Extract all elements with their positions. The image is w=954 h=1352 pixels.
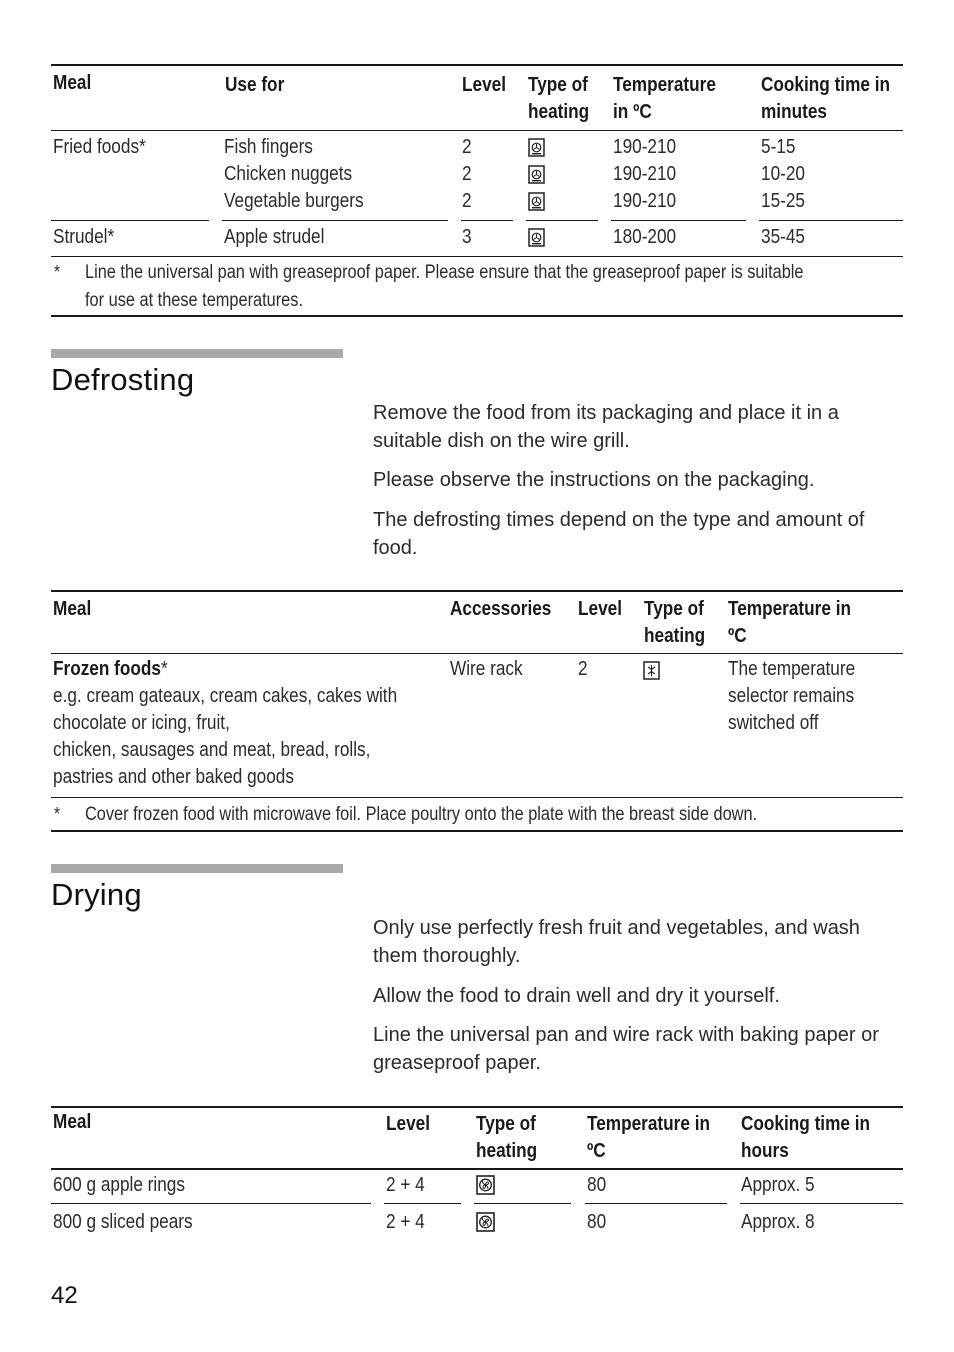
cell-use-for: Vegetable burgers bbox=[224, 190, 364, 212]
col-header-type-of-heating: Type of heating bbox=[528, 74, 590, 123]
row-rule bbox=[51, 220, 209, 221]
row-rule bbox=[51, 1203, 371, 1204]
cell-use-for: Apple strudel bbox=[224, 226, 325, 248]
cell-cooking-time: Approx. 8 bbox=[741, 1211, 815, 1233]
cell-cooking-time: 5-15 bbox=[761, 136, 796, 158]
cell-cooking-time: 35-45 bbox=[761, 226, 805, 248]
defrost-icon bbox=[643, 661, 660, 680]
row-rule bbox=[611, 220, 746, 221]
row-rule bbox=[526, 220, 598, 221]
col-header-level: Level bbox=[578, 598, 622, 620]
row-rule bbox=[51, 256, 903, 257]
col-header-use-for: Use for bbox=[225, 74, 285, 96]
drying-paragraph: Only use perfectly fresh fruit and vegetables, and wash them thoroughly. bbox=[373, 917, 860, 967]
cell-cooking-time: 15-25 bbox=[761, 190, 805, 212]
section-bar bbox=[51, 349, 343, 358]
cell-temperature: 190-210 bbox=[613, 136, 677, 158]
circulating-air-icon bbox=[528, 228, 545, 247]
col-header-temperature: Temperature in ºC bbox=[613, 74, 716, 123]
table-bottom-rule bbox=[51, 830, 903, 832]
page-number: 42 bbox=[51, 1282, 78, 1309]
cell-level: 3 bbox=[462, 226, 472, 248]
footnote-mark: * bbox=[54, 804, 61, 824]
hot-air-icon bbox=[476, 1212, 495, 1232]
header-rule bbox=[51, 1168, 903, 1170]
drying-paragraph: Line the universal pan and wire rack with baking paper or greaseproof paper. bbox=[373, 1024, 879, 1074]
cell-meal: 800 g sliced pears bbox=[53, 1211, 193, 1233]
section-bar bbox=[51, 864, 343, 873]
section-title-defrosting: Defrosting bbox=[51, 362, 195, 397]
row-rule bbox=[759, 220, 903, 221]
row-rule bbox=[384, 1203, 461, 1204]
col-header-meal: Meal bbox=[53, 72, 92, 94]
footnote-text: Cover frozen food with microwave foil. Place poultry onto the plate with the breast side down. bbox=[85, 804, 758, 825]
cell-meal-frozen-foods: Frozen foods* e.g. cream gateaux, cream cakes, cakes with chocolate or icing, fruit, chicken, sausages and meat, bread, rolls, pastries and other baked goods bbox=[53, 658, 398, 788]
cell-temperature: 80 bbox=[587, 1174, 607, 1196]
col-header-type-of-heating: Type of heating bbox=[644, 598, 706, 647]
row-rule bbox=[51, 797, 903, 798]
row-rule bbox=[474, 1203, 571, 1204]
table-top-rule bbox=[51, 64, 903, 66]
col-header-temperature: Temperature in ºC bbox=[728, 598, 851, 647]
cell-level: 2 + 4 bbox=[386, 1211, 425, 1233]
row-rule bbox=[740, 1203, 903, 1204]
cell-temperature: 180-200 bbox=[613, 226, 677, 248]
cell-temperature: 190-210 bbox=[613, 190, 677, 212]
col-header-level: Level bbox=[462, 74, 506, 96]
table-bottom-rule bbox=[51, 315, 903, 317]
cell-use-for: Fish fingers bbox=[224, 136, 313, 158]
circulating-air-icon bbox=[528, 165, 545, 184]
col-header-accessories: Accessories bbox=[450, 598, 552, 620]
circulating-air-icon bbox=[528, 192, 545, 211]
col-header-temperature: Temperature in ºC bbox=[587, 1113, 710, 1162]
footnote-text: Line the universal pan with greaseproof paper. Please ensure that the greaseproof paper is suitable for use at these temperatures. bbox=[85, 262, 804, 311]
col-header-meal: Meal bbox=[53, 1111, 92, 1133]
cell-level: 2 bbox=[462, 136, 472, 158]
row-rule bbox=[222, 220, 448, 221]
col-header-meal: Meal bbox=[53, 598, 92, 620]
header-rule bbox=[51, 653, 903, 654]
col-header-level: Level bbox=[386, 1113, 430, 1135]
cell-use-for: Chicken nuggets bbox=[224, 163, 353, 185]
footnote-mark: * bbox=[54, 262, 61, 282]
cell-level: 2 + 4 bbox=[386, 1174, 425, 1196]
col-header-type-of-heating: Type of heating bbox=[476, 1113, 538, 1162]
cell-meal-fried-foods: Fried foods* bbox=[53, 136, 146, 158]
cell-cooking-time: 10-20 bbox=[761, 163, 805, 185]
cell-cooking-time: Approx. 5 bbox=[741, 1174, 815, 1196]
cell-level: 2 bbox=[578, 658, 588, 680]
cell-meal-strudel: Strudel* bbox=[53, 226, 115, 248]
row-rule bbox=[585, 1203, 727, 1204]
cell-temperature: 190-210 bbox=[613, 163, 677, 185]
col-header-cooking-time: Cooking time in hours bbox=[741, 1113, 870, 1162]
header-rule bbox=[51, 130, 903, 131]
defrosting-paragraph: Remove the food from its packaging and place it in a suitable dish on the wire grill. bbox=[373, 402, 839, 452]
cell-meal: 600 g apple rings bbox=[53, 1174, 185, 1196]
cell-temperature: The temperature selector remains switched off bbox=[728, 658, 856, 734]
circulating-air-icon bbox=[528, 138, 545, 157]
cell-accessories: Wire rack bbox=[450, 658, 523, 680]
table-top-rule bbox=[51, 590, 903, 592]
defrosting-paragraph: The defrosting times depend on the type and amount of food. bbox=[373, 509, 865, 559]
table-top-rule bbox=[51, 1106, 903, 1108]
cell-temperature: 80 bbox=[587, 1211, 607, 1233]
row-rule bbox=[461, 220, 513, 221]
cell-level: 2 bbox=[462, 190, 472, 212]
drying-paragraph: Allow the food to drain well and dry it yourself. bbox=[373, 985, 780, 1007]
defrosting-paragraph: Please observe the instructions on the packaging. bbox=[373, 469, 815, 491]
section-title-drying: Drying bbox=[51, 877, 142, 912]
col-header-cooking-time: Cooking time in minutes bbox=[761, 74, 890, 123]
cell-level: 2 bbox=[462, 163, 472, 185]
hot-air-icon bbox=[476, 1175, 495, 1195]
